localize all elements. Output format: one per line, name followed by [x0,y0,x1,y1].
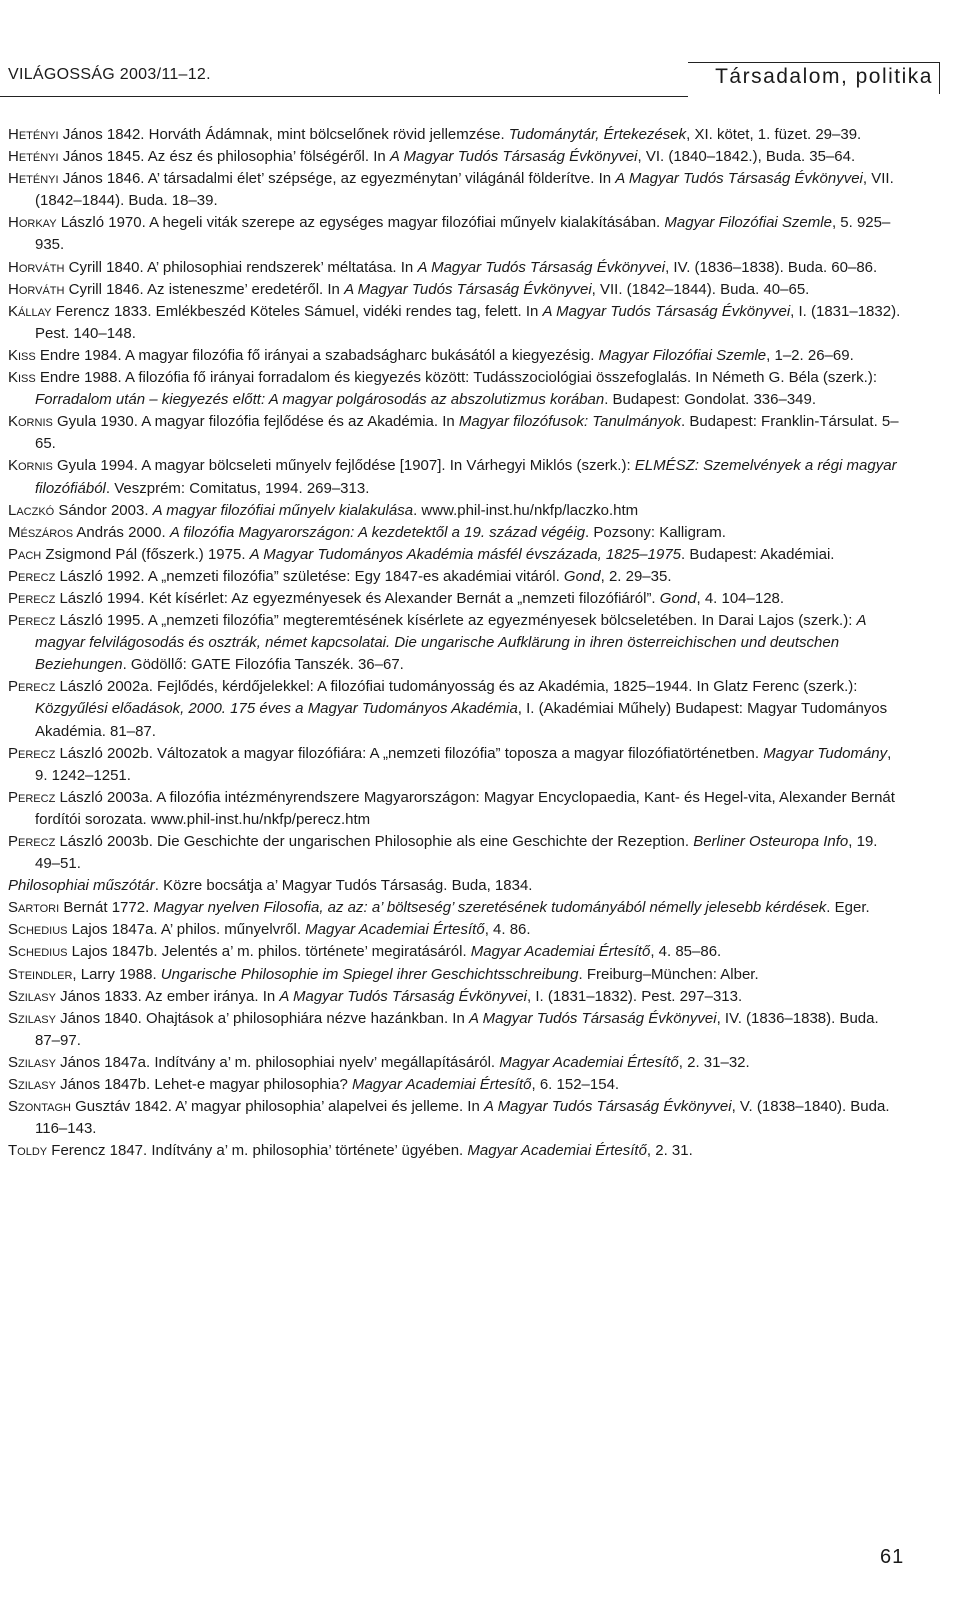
reference-text: , V. (1838–1840). Buda. 116–143. [35,1098,890,1138]
reference-author: Szilasy [8,987,56,1005]
reference-text: László 2002a. Fejlődés, kérdőjelekkel: A filozófiai tudományosság és az Akadémia, 1825–1944. In Glatz Ferenc (szerk.): [55,678,858,696]
page-number: 61 [880,1546,905,1568]
reference-entry [8,919,906,941]
reference-title: A filozófia Magyarországon: A kezdetektől a 19. század végéig [169,523,586,541]
reference-title: A Magyar Tudós Társaság Évkönyvei [542,302,791,320]
reference-title: Berliner Osteuropa Info [693,833,849,850]
reference-entry [8,566,906,588]
reference-text: , 2. 31–32. [678,1053,750,1071]
reference-author: Perecz [8,589,56,607]
reference-text: László 1970. A hegeli viták szerepe az egységes magyar filozófiai műnyelv kialakításában. [56,214,665,232]
section-title-box [688,62,940,94]
reference-text: János 1845. Az ész és philosophia’ fölségéről. In [58,148,390,166]
reference-entry [8,941,906,963]
reference-entry [8,500,906,522]
reference-text: Cyrill 1846. Az isteneszme’ eredetéről. In [64,280,345,298]
reference-entry [8,1074,906,1096]
reference-text: . Budapest: Akadémiai. [681,545,835,563]
reference-author: Horkay [8,214,57,232]
reference-text: László 1995. A „nemzeti filozófia” megteremtésének kísérlete az egyezményesek bölcseletében. In Darai Lajos (szerk.): [55,612,857,630]
reference-entry [8,610,906,676]
reference-title: Ungarische Philosophie im Spiegel ihrer Geschichtsschreibung [160,965,579,983]
reference-text: . Gödöllő: GATE Filozófia Tanszék. 36–67. [122,656,404,674]
reference-text: . Pozsony: Kalligram. [585,523,726,541]
reference-text: János 1847b. Lehet-e magyar philosophia? [55,1076,352,1094]
reference-entry [8,1140,906,1162]
reference-title: Magyar Academiai Értesítő [499,1053,679,1071]
reference-title: A magyar filozófiai műnyelv kialakulása [152,501,414,519]
reference-list [8,124,906,1162]
reference-title: Gond [563,567,601,585]
reference-author: Sartori [8,899,60,917]
reference-title: Magyar nyelven Filosofia, az az: a’ böltseség’ szeretésének tudományából némelly jelesebb kérdések [153,899,827,917]
reference-text: Endre 1988. A filozófia fő irányai forradalom és kiegyezés között: Tudásszociológiai összefoglalás. In Németh G. Béla (szerk.): [35,369,878,387]
reference-entry [8,212,906,256]
journal-issue-header: VILÁGOSSÁG 2003/11–12. [8,66,211,83]
reference-text: , 19. 49–51. [35,833,878,873]
section-title: Társadalom, politika [715,65,933,88]
reference-text: . Eger. [826,899,870,917]
reference-author: Szilasy [8,1076,56,1094]
reference-entry [8,257,906,279]
reference-title: A Magyar Tudós Társaság Évkönyvei [417,258,666,276]
reference-title: A Magyar Tudós Társaság Évkönyvei [344,280,592,298]
reference-text: János 1840. Ohajtások a’ philosophiára nézve hazánkban. In [55,1009,469,1027]
reference-text: Gusztáv 1842. A’ magyar philosophia’ alapelvei és jelleme. In [70,1098,484,1116]
reference-entry [8,522,906,544]
reference-text: Gyula 1930. A magyar filozófia fejlődése és az Akadémia. In [52,413,459,431]
reference-entry [8,455,906,499]
reference-author: Horváth [8,258,65,276]
reference-text: Lajos 1847b. Jelentés a’ m. philos. története’ megiratásáról. [67,943,471,961]
reference-title: A Magyar Tudós Társaság Évkönyvei [483,1098,732,1116]
reference-author: Perecz [8,744,56,762]
reference-title: Philosophiai műszótár [8,877,155,895]
reference-entry [8,743,906,787]
reference-author: Perecz [8,567,56,585]
reference-title: Magyar Academiai Értesítő [467,1142,647,1160]
reference-text: . Veszprém: Comitatus, 1994. 269–313. [105,479,370,497]
reference-text: , IV. (1836–1838). Buda. 87–97. [35,1009,879,1049]
reference-text: Cyrill 1840. A’ philosophiai rendszerek’ méltatása. In [64,258,418,276]
reference-entry [8,1096,906,1140]
reference-text: , I. (1831–1832). Pest. 140–148. [35,302,901,342]
reference-author: Kornis [8,413,53,431]
reference-author: Kállay [8,302,52,320]
reference-author: Szilasy [8,1009,56,1027]
reference-text: László 2003a. A filozófia intézményrendszere Magyarországon: Magyar Encyclopaedia, Kant- és Hegel-vita, Alexander Bernát fordítói sorozata. www.phil-inst.hu/nkfp/perecz.htm [35,788,895,828]
reference-entry [8,588,906,610]
reference-text: . Budapest: Franklin-Társulat. 5–65. [35,413,899,453]
reference-title: Magyar Academiai Értesítő [305,921,485,939]
reference-title: A Magyar Tudós Társaság Évkönyvei [468,1009,717,1027]
reference-title: Tudománytár, Értekezések [508,126,687,143]
reference-text: Sándor 2003. [54,501,153,519]
reference-author: Kiss [8,346,36,364]
reference-text: , 4. 104–128. [696,589,785,607]
reference-text: , 4. 86. [484,921,531,939]
reference-text: András 2000. [73,523,170,541]
reference-text: , 4. 85–86. [650,943,722,961]
reference-entry [8,1008,906,1052]
reference-title: Közgyűlési előadások, 2000. 175 éves a Magyar Tudományos Akadémia [35,700,518,718]
reference-text: János 1842. Horváth Ádámnak, mint bölcselőnek rövid jellemzése. [58,126,509,143]
reference-author: Perecz [8,833,56,850]
reference-author: Horváth [8,280,65,298]
reference-author: Hetényi [8,170,59,188]
reference-entry [8,168,906,212]
reference-text: János 1846. A’ társadalmi élet’ szépsége, az egyezménytan’ világánál földerítve. In [58,170,616,188]
reference-author: Schedius [8,943,68,961]
reference-text: , 2. 29–35. [600,567,672,585]
reference-text: , VII. (1842–1844). Buda. 40–65. [591,280,810,298]
reference-text: László 2003b. Die Geschichte der ungarischen Philosophie als eine Geschichte der Rezeption. [55,833,694,850]
reference-text: , 1–2. 26–69. [766,346,854,364]
reference-entry [8,875,906,897]
reference-title: Magyar Academiai Értesítő [470,943,651,961]
reference-text: , VI. (1840–1842.), Buda. 35–64. [637,148,856,166]
header-divider [0,96,688,97]
reference-text: . Budapest: Gondolat. 336–349. [604,391,817,409]
reference-author: Perecz [8,788,56,806]
reference-text: László 1992. A „nemzeti filozófia” születése: Egy 1847-es akadémiai vitáról. [55,567,564,585]
reference-author: Szontagh [8,1098,71,1116]
reference-text: , I. (1831–1832). Pest. 297–313. [527,987,743,1005]
reference-text: Zsigmond Pál (főszerk.) 1975. [41,545,250,563]
reference-text: János 1833. Az ember iránya. In [55,987,280,1005]
reference-title: Magyar filozófusok: Tanulmányok [458,413,681,431]
reference-text: . Freiburg–München: Alber. [578,965,759,983]
reference-text: , Larry 1988. [72,965,161,983]
reference-title: A Magyar Tudós Társaság Évkönyvei [615,170,863,188]
reference-author: Hetényi [8,148,59,166]
reference-entry [8,986,906,1008]
reference-text: Ferencz 1847. Indítvány a’ m. philosophia’ története’ ügyében. [47,1142,468,1160]
reference-entry [8,345,906,367]
reference-title: Magyar Filozófiai Szemle [598,346,767,364]
reference-text: . Közre bocsátja a’ Magyar Tudós Társaság. Buda, 1834. [154,877,533,895]
reference-text: , I. (Akadémiai Műhely) Budapest: Magyar Tudományos Akadémia. 81–87. [35,700,888,740]
reference-author: Mészáros [8,523,74,541]
reference-author: Pach [8,545,42,563]
reference-entry [8,411,906,455]
reference-entry [8,1052,906,1074]
reference-author: Perecz [8,612,56,630]
reference-text: László 2002b. Változatok a magyar filozófiára: A „nemzeti filozófia” toposza a magyar filozófiatörténetben. [55,744,764,762]
reference-entry [8,964,906,986]
reference-text: . www.phil-inst.hu/nkfp/laczko.htm [413,501,639,519]
reference-entry [8,544,906,566]
reference-text: , 2. 31. [646,1142,693,1160]
reference-author: Laczkó [8,501,55,519]
reference-title: A Magyar Tudományos Akadémia másfél évszázada, 1825–1975 [249,545,682,563]
reference-author: Toldy [8,1142,48,1160]
reference-author: Schedius [8,921,68,939]
reference-text: , 9. 1242–1251. [35,744,892,784]
reference-text: Gyula 1994. A magyar bölcseleti műnyelv fejlődése [1907]. In Várhegyi Miklós (szerk.): [52,457,635,475]
reference-entry [8,124,906,146]
reference-title: Magyar Tudomány [763,744,888,762]
reference-text: , 6. 152–154. [531,1076,620,1094]
reference-title: ELMÉSZ: Szemelvények a régi magyar filozófiából [35,457,897,497]
reference-author: Hetényi [8,126,59,143]
reference-text: , VII. (1842–1844). Buda. 18–39. [35,170,894,210]
reference-entry [8,831,906,875]
reference-title: A Magyar Tudós Társaság Évkönyvei [279,987,527,1005]
reference-entry [8,279,906,301]
reference-author: Kiss [8,369,36,387]
reference-entry [8,676,906,742]
reference-entry [8,787,906,831]
reference-author: Steindler [8,965,73,983]
reference-title: Forradalom után – kiegyezés előtt: A magyar polgárosodás az abszolutizmus korában [35,391,605,409]
reference-entry [8,146,906,168]
reference-text: , IV. (1836–1838). Buda. 60–86. [665,258,878,276]
reference-text: Lajos 1847a. A’ philos. műnyelvről. [67,921,306,939]
reference-text: , 5. 925–935. [35,214,891,254]
reference-author: Kornis [8,457,53,475]
reference-author: Perecz [8,678,56,696]
reference-entry [8,301,906,345]
reference-text: Endre 1984. A magyar filozófia fő irányai a szabadságharc bukásától a kiegyezésig. [35,346,599,364]
reference-text: , XI. kötet, 1. füzet. 29–39. [686,126,862,143]
reference-text: János 1847a. Indítvány a’ m. philosophiai nyelv’ megállapításáról. [55,1053,500,1071]
reference-title: A Magyar Tudós Társaság Évkönyvei [389,148,638,166]
reference-text: Bernát 1772. [59,899,154,917]
reference-text: Ferencz 1833. Emlékbeszéd Köteles Sámuel, vidéki rendes tag, felett. In [51,302,543,320]
reference-entry [8,897,906,919]
reference-title: Magyar Academiai Értesítő [351,1076,532,1094]
reference-title: Gond [659,589,697,607]
reference-title: Magyar Filozófiai Szemle [664,214,832,232]
reference-entry [8,367,906,411]
reference-author: Szilasy [8,1053,56,1071]
reference-title: A magyar felvilágosodás és osztrák, német kapcsolatai. Die ungarische Aufklärung in ihren österreichischen und deutschen Beziehungen [35,612,866,674]
reference-text: László 1994. Két kísérlet: Az egyezményesek és Alexander Bernát a „nemzeti filozófiáról”. [55,589,660,607]
